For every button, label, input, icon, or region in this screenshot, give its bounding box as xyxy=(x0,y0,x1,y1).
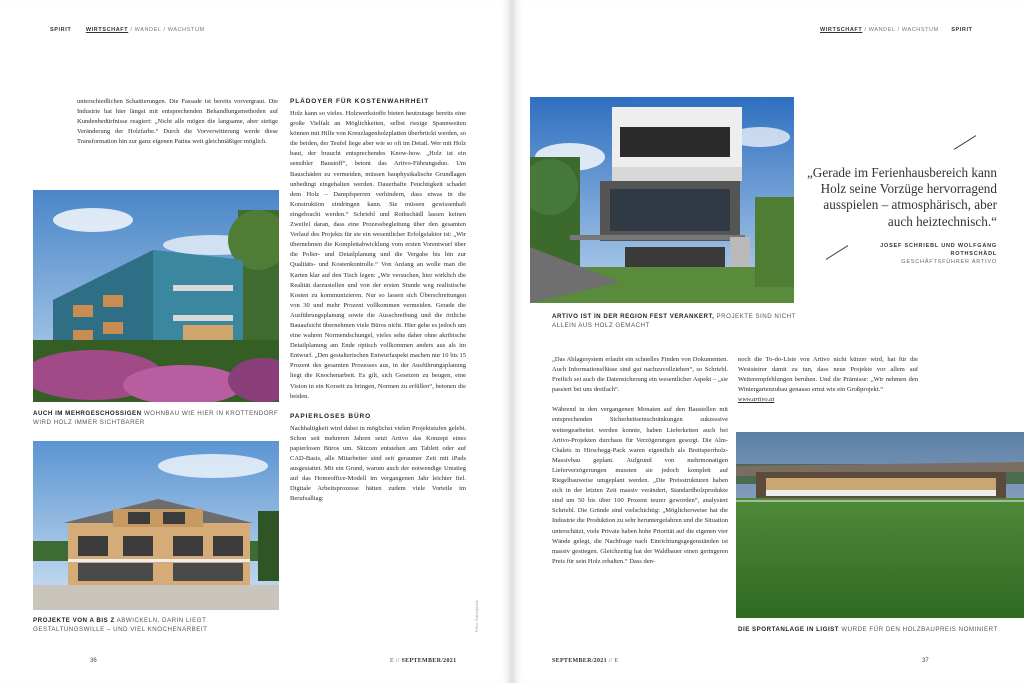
col4-text xyxy=(738,355,918,405)
running-header-left: SPIRIT WIRTSCHAFT / WANDEL / WACHSTUM xyxy=(50,27,205,33)
brand-label: SPIRIT xyxy=(951,27,973,33)
section-heading: PAPIERLOSES BÜRO xyxy=(290,412,372,420)
brand-label: SPIRIT xyxy=(50,27,72,33)
caption-bold: AUCH IM MEHRGESCHOSSIGEN xyxy=(33,410,142,417)
pull-quote: „Gerade im Ferienhausbereich kann Holz seine Vorzüge hervorragend ausspielen – atmosphärisch, aber auch heiztechnisch.“ xyxy=(806,165,997,229)
caption-modern-house xyxy=(552,312,802,330)
subsection-label: WANDEL / WACHSTUM xyxy=(868,27,939,33)
issue-suffix: // E xyxy=(606,658,619,664)
quote-names: JOSEF SCHRIEBL UND WOLFGANG ROTHSCHÄDL xyxy=(880,243,997,257)
caption-text: WOHNBAU WIE HIER IN KROTTENDORF WIRD HOLZ IMMER SICHTBARER xyxy=(33,410,279,426)
photo-credit: Fotos: Artivo/privat xyxy=(474,600,479,632)
page-number-right: 37 xyxy=(922,658,929,664)
section-label: WIRTSCHAFT xyxy=(820,27,863,33)
right-column-text xyxy=(290,97,466,504)
caption-bold: ARTIVO IST IN DER REGION FEST VERANKERT, xyxy=(552,313,715,320)
issue-date: SEPTEMBER/2021 xyxy=(552,658,607,664)
photo-apartment-building xyxy=(33,190,279,402)
body-paragraph: unterschiedlichen Schattierungen. Die Fassade ist bereits vorvergraut. Die Industrie hat hier längst mit entsprechenden Behandlungsmethoden auf Kundenbedürfnisse reagiert: „Nicht alle mögen die langsame, aber stetige Veränderung der Holzfarbe.“ Durch die Vorverwitterung werde diese Transformation hin zur ganz eigenen Patina weit gleichmäßiger möglich. xyxy=(77,98,278,146)
running-header-right: WIRTSCHAFT / WANDEL / WACHSTUM SPIRIT xyxy=(820,27,973,33)
body-paragraph: Nachhaltigkeit wird dabei in möglichst vielen Projektstufen gelebt. Schon seit mehreren Jahren setzt Artivo das Konzept eines papierlosen Büros um. Skizzen entstehen am Tablett oder auf CAD-Basis, alle Mitarbeiter sind seit geraumer Zeit mit iPads ausgestattet. Mit ein Grund, warum auch der notwendige Umstieg auf das Homeoffice-Modell im vergangenen Jahr leichter fiel. Digitale Arbeitsprozesse hätten zudem viele Vorteile im Berufsalltag: xyxy=(290,424,466,503)
quote-role: GESCHÄFTSFÜHRER ARTIVO xyxy=(901,259,997,265)
col3-text xyxy=(552,355,728,567)
left-column-text xyxy=(77,97,278,147)
section-heading: PLÄDOYER FÜR KOSTENWAHRHEIT xyxy=(290,98,430,105)
caption-text: ABWICKELN, DARIN LIEGT GESTALTUNGSWILLE – UND VIEL KNOCHENARBEIT xyxy=(33,617,208,633)
right-page xyxy=(512,0,1024,683)
caption-bold: DIE SPORTANLAGE IN LIGIST xyxy=(738,626,840,633)
body-paragraph: noch die To-do-Liste von Artivo nicht kürzer wird, hat für die Weststeirer damit zu tun, dass neue Projekte vor allem auf Weiterempfehlungen beruhen. Und die Prämisse: „Wir nehmen den Wintergartenzubau genauso ernst wie ein Großprojekt.“ xyxy=(738,356,918,394)
caption-apartment xyxy=(33,409,279,427)
photo-sports-facility xyxy=(736,432,1024,618)
issue-prefix: E // xyxy=(390,658,402,664)
issue-right xyxy=(552,658,618,664)
caption-wooden-house xyxy=(33,616,279,634)
body-paragraph: Holz kann so vieles. Holzwerkstoffe bieten heutzutage bereits eine große Vielfalt an Möglichkeiten, selbst riesige Spannweiten können mit Hilfe von Kreuzlagenholzplatten überbrückt werden, so die beiden, der Teufel liege aber wie so oft im Detail. Wer mit Holz baut, der braucht entsprechendes Know-how. „Holz ist ein sensibler Baustoff“, betont das Artivo-Führungsduo. Um Bauschäden zu vermeiden, müssen bauphysikalische Grundlagen unbedingt eingehalten werden. Dauerhafte Feuchtigkeit schadet dem Holz – Dampfsperren verhindern, dass etwas in die Konstruktion eindringen kann. Sie müssen gewissenhaft eingebracht werden.“ Schriebl und Rothschädl lassen keinen Zweifel daran, dass eine Prozessbegleitung über den gesamten Verlauf des Projekts für sie ein wesentlicher Erfolgsfaktor ist: „Wir übernehmen die Komplettabwicklung vom ersten Vorentwurf über die Polier- und Detailplanung und die Vergabe bis hin zur Qualitäts- und Kostenkontrolle.“ Von Anfang an wolle man die Karten klar auf den Tisch legen: „Wir versuchen, hier wirklich die Realität darzustellen und von der ersten Stunde weg realistische Kosten zu kommunizieren. Nur so lassen sich Überschreitungen von 30 und mehr Prozent vollkommen vermeiden. Gerade die Ausführungsplanung sowie die Ausschreibung und die örtliche Bauaufsicht übernehmen viele Büros nicht. Hier gehe es jedoch um eine wahren Normendschungel, vieles sehe daher ohne akribische Detailplanung am Ende optisch vollkommen anders aus als im Entwurf. „Den gestalterischen Entwurfaspekt machen nur 10 bis 15 Prozent des gesamten Prozesses aus, in der Ausführungsplanung liegt die Knochenarbeit. Es gilt, sich Gesetzen zu beugen, eine Vision in ein Korsett zu bringen, Normen zu erfüllen“, betonen die beiden. xyxy=(290,110,466,400)
caption-sports-facility xyxy=(738,625,1024,634)
photo-modern-house xyxy=(530,97,794,303)
issue-left xyxy=(390,658,456,664)
issue-date: SEPTEMBER/2021 xyxy=(401,658,457,664)
section-label: WIRTSCHAFT xyxy=(85,27,129,33)
subsection-label: WANDEL / WACHSTUM xyxy=(134,27,205,33)
quote-decoration xyxy=(954,135,977,150)
page-number-left: 36 xyxy=(90,658,97,664)
caption-text: WURDE FÜR DEN HOLZBAUPREIS NOMINIERT xyxy=(839,626,998,633)
body-paragraph: „Das Ablagesystem erlaubt ein schnelles Finden von Dokumenten. Auch Informationsflüsse sind gut nachzuvollziehen“, so Schriebl. Freilich sei auch die Datensicherung ein wesentlicher Aspekt – „sie passiert bei uns dreifach“. xyxy=(552,356,728,394)
body-paragraph: Während in den vergangenen Monaten auf den Baustellen mit entsprechenden Sicherheitseinschränkungen sukzessive weitergearbeitet werden konnte, haben Lieferketten auch bei Artivo-Projekten durchaus für Verzögerungen gesorgt. Die Alm-Chalets in Hirschegg-Pack waren eigentlich als Brettsperrholz-Massivbau geplant. Aufgrund von mehrmonatigen Lieferverzögerungen mussten sie jedoch komplett auf Riegelbauweise umgeplant werden. „Die Preisstrukturen haben sich in der letzten Zeit massiv verändert, Standardholzprodukte sind um 50 bis über 100 Prozent teurer geworden“, analysiert Schriebl. Die Gründe sind vielschichtig: „Möglicherweise hat die Industrie die Produktion zu sehr heruntergefahren und die Situation unterschätzt, viele Private haben hohe Priorität auf die eigenen vier Wände gelegt, die Nachfrage nach Einrichtungsgegenständen ist massiv gestiegen. Gleichzeitig hat der Waldbauer einen geringeren Preis für sein Holz erhalten.“ Dass den- xyxy=(552,406,728,565)
photo-wooden-house xyxy=(33,441,279,610)
website-link[interactable]: www.artivo.at xyxy=(738,396,775,404)
caption-text: PROJEKTE SIND NICHT ALLEIN AUS HOLZ GEMACHT xyxy=(552,313,796,329)
quote-attribution xyxy=(832,242,997,266)
caption-bold: PROJEKTE VON A BIS Z xyxy=(33,617,115,624)
